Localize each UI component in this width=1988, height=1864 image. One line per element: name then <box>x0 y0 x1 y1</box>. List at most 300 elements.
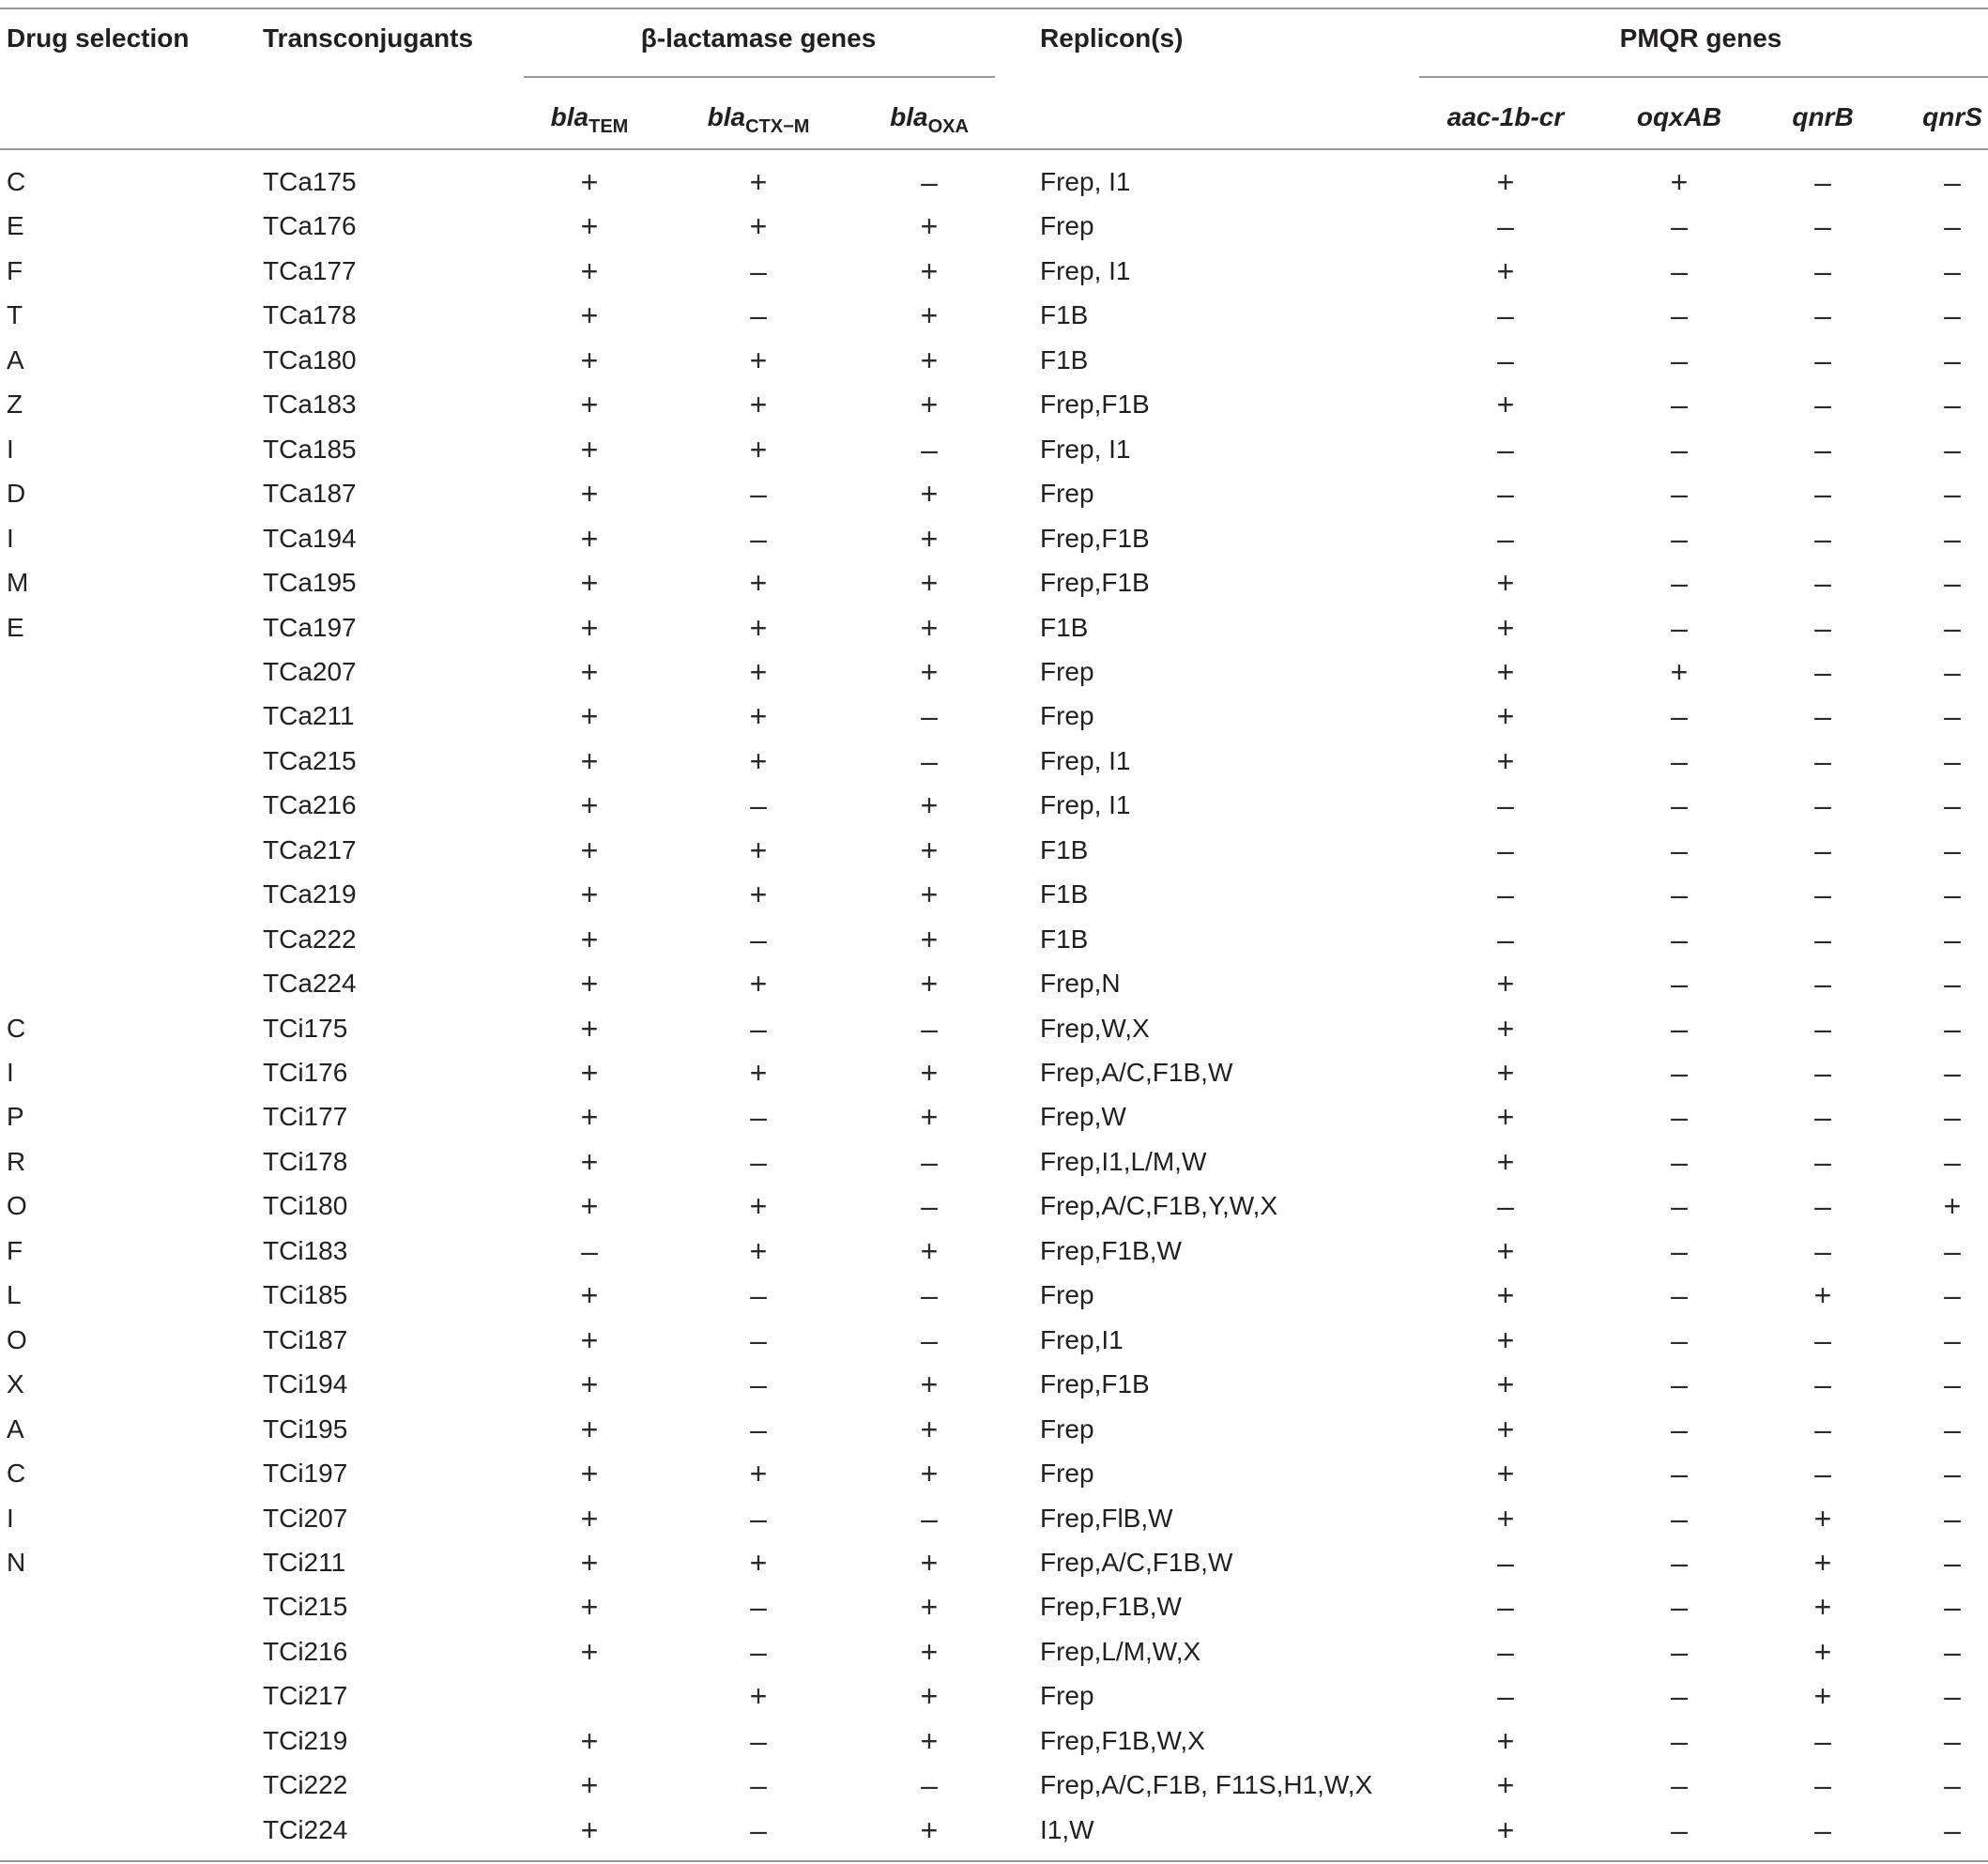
qnrs-cell: – <box>1944 165 1961 199</box>
bla-ctxm-cell: – <box>750 1501 767 1536</box>
aac-1b-cr-cell: + <box>1496 1322 1515 1357</box>
replicons-cell: Frep <box>1040 1413 1094 1444</box>
drug-selection-cell: M <box>7 568 29 598</box>
drug-selection-cell: E <box>7 211 24 241</box>
qnrb-cell: + <box>1813 1278 1832 1313</box>
qnrb-cell: – <box>1814 610 1831 645</box>
qnrb-cell: – <box>1814 1144 1831 1179</box>
drug-selection-cell: C <box>7 1013 26 1043</box>
bla-tem-cell: + <box>580 432 599 466</box>
oqxab-cell: – <box>1671 1144 1688 1179</box>
qnrs-cell: – <box>1944 566 1961 601</box>
qnrb-cell: – <box>1814 1100 1831 1135</box>
transconjugant-cell: TCi207 <box>263 1503 348 1533</box>
transconjugant-cell: TCa215 <box>263 745 357 775</box>
aac-1b-cr-cell: + <box>1496 1100 1515 1135</box>
bla-oxa-cell: + <box>920 788 939 823</box>
bla-ctxm-cell: + <box>749 743 768 778</box>
qnrs-cell: – <box>1944 1100 1961 1135</box>
oqxab-cell: + <box>1670 654 1689 689</box>
drug-selection-cell: I <box>7 1058 14 1087</box>
qnrb-cell: – <box>1814 788 1831 823</box>
bla-ctxm-cell: + <box>749 209 768 244</box>
bla-oxa-cell: + <box>920 1100 939 1135</box>
oqxab-cell: – <box>1671 1679 1688 1714</box>
header-replicons: Replicon(s) <box>1040 23 1184 53</box>
transconjugant-cell: TCa185 <box>263 434 357 464</box>
drug-selection-cell: I <box>7 434 14 464</box>
header-drug-selection: Drug selection <box>7 23 190 53</box>
drug-selection-cell: R <box>7 1146 26 1176</box>
qnrb-cell: + <box>1813 1545 1832 1580</box>
bla-tem-cell: + <box>580 922 599 956</box>
replicons-cell: Frep, I1 <box>1040 745 1131 775</box>
qnrb-cell: – <box>1814 165 1831 199</box>
subheader-qnrb: qnrB <box>1792 102 1854 131</box>
aac-1b-cr-cell: + <box>1496 1011 1515 1046</box>
header-bottom-rule <box>0 148 1988 150</box>
aac-1b-cr-cell: + <box>1496 388 1515 422</box>
aac-1b-cr-cell: + <box>1496 967 1515 1001</box>
bla-tem-cell: + <box>580 743 599 778</box>
transconjugant-cell: TCi219 <box>263 1725 348 1755</box>
oqxab-cell: – <box>1671 1768 1688 1803</box>
bla-tem-cell: + <box>580 1189 599 1224</box>
qnrb-cell: – <box>1814 521 1831 556</box>
replicons-cell: Frep, I1 <box>1040 167 1131 196</box>
qnrs-cell: – <box>1944 253 1961 288</box>
oqxab-cell: – <box>1671 209 1688 244</box>
transconjugant-cell: TCi185 <box>263 1280 348 1310</box>
transconjugant-cell: TCi216 <box>263 1636 348 1666</box>
qnrs-cell: – <box>1944 743 1961 778</box>
bla-oxa-cell: + <box>920 1545 939 1580</box>
header-pmqr-genes: PMQR genes <box>1619 23 1782 53</box>
transconjugant-cell: TCi195 <box>263 1413 348 1444</box>
bla-oxa-cell: + <box>920 388 939 422</box>
bla-ctxm-cell: – <box>750 1322 767 1357</box>
replicons-cell: Frep <box>1040 1681 1094 1711</box>
aac-1b-cr-cell: – <box>1497 922 1514 956</box>
qnrs-cell: – <box>1944 1634 1961 1669</box>
transconjugant-cell: TCa177 <box>263 255 357 285</box>
qnrb-cell: – <box>1814 1367 1831 1402</box>
oqxab-cell: – <box>1671 1545 1688 1580</box>
qnrs-cell: – <box>1944 878 1961 912</box>
aac-1b-cr-cell: + <box>1496 1723 1515 1758</box>
bla-oxa-cell: + <box>920 1812 939 1847</box>
oqxab-cell: – <box>1671 1634 1688 1669</box>
aac-1b-cr-cell: + <box>1496 1412 1515 1446</box>
aac-1b-cr-cell: – <box>1497 1545 1514 1580</box>
transconjugant-cell: TCa216 <box>263 790 357 820</box>
bla-tem-cell: – <box>581 1233 598 1268</box>
bla-ctxm-cell: – <box>750 1278 767 1313</box>
transconjugant-cell: TCi211 <box>263 1547 346 1577</box>
transconjugant-cell: TCa183 <box>263 390 357 420</box>
replicons-cell: Frep,A/C,F1B,W <box>1040 1058 1233 1087</box>
bla-tem-cell: + <box>580 209 599 244</box>
drug-selection-cell: P <box>7 1102 24 1132</box>
bla-ctxm-cell: – <box>750 1367 767 1402</box>
aac-1b-cr-cell: + <box>1496 610 1515 645</box>
transconjugant-cell: TCa175 <box>263 167 357 196</box>
bla-oxa-cell: – <box>921 1322 938 1357</box>
transconjugant-cell: TCi187 <box>263 1324 348 1354</box>
replicons-cell: Frep,I1,L/M,W <box>1040 1146 1207 1176</box>
qnrs-cell: – <box>1944 967 1961 1001</box>
qnrb-cell: – <box>1814 878 1831 912</box>
bla-tem-cell: + <box>580 967 599 1001</box>
transconjugant-cell: TCa195 <box>263 568 357 598</box>
aac-1b-cr-cell: – <box>1497 1679 1514 1714</box>
oqxab-cell: – <box>1671 1723 1688 1758</box>
qnrs-cell: – <box>1944 1011 1961 1046</box>
transconjugant-cell: TCa222 <box>263 924 357 954</box>
qnrb-cell: – <box>1814 1723 1831 1758</box>
drug-selection-cell: O <box>7 1191 27 1221</box>
bla-ctxm-cell: + <box>749 833 768 867</box>
qnrs-cell: – <box>1944 922 1961 956</box>
qnrb-cell: + <box>1813 1679 1832 1714</box>
bla-tem-cell: + <box>580 298 599 333</box>
transconjugant-cell: TCa187 <box>263 479 357 509</box>
qnrs-cell: – <box>1944 1412 1961 1446</box>
bla-ctxm-cell: – <box>750 477 767 512</box>
qnrs-cell: – <box>1944 1812 1961 1847</box>
bla-oxa-cell: – <box>921 1189 938 1224</box>
drug-selection-cell: X <box>7 1369 24 1399</box>
qnrb-cell: – <box>1814 743 1831 778</box>
bla-ctxm-cell: – <box>750 1412 767 1446</box>
qnrb-cell: + <box>1813 1634 1832 1669</box>
qnrb-cell: – <box>1814 699 1831 734</box>
oqxab-cell: – <box>1671 388 1688 422</box>
drug-selection-cell: A <box>7 1413 24 1444</box>
bla-tem-cell: + <box>580 1590 599 1625</box>
bla-ctxm-cell: + <box>749 654 768 689</box>
replicons-cell: Frep <box>1040 656 1094 686</box>
oqxab-cell: – <box>1671 298 1688 333</box>
qnrs-cell: – <box>1944 788 1961 823</box>
oqxab-cell: – <box>1671 1233 1688 1268</box>
oqxab-cell: – <box>1671 477 1688 512</box>
bla-oxa-cell: – <box>921 432 938 466</box>
bla-oxa-cell: + <box>920 610 939 645</box>
bla-oxa-cell: + <box>920 922 939 956</box>
aac-1b-cr-cell: + <box>1496 1056 1515 1090</box>
aac-1b-cr-cell: – <box>1497 1189 1514 1224</box>
bla-oxa-cell: + <box>920 1457 939 1491</box>
aac-1b-cr-cell: – <box>1497 477 1514 512</box>
transconjugant-cell: TCi215 <box>263 1592 348 1622</box>
bla-ctxm-cell: – <box>750 788 767 823</box>
bla-ctxm-cell: + <box>749 432 768 466</box>
bla-oxa-cell: + <box>920 343 939 377</box>
bla-oxa-cell: + <box>920 298 939 333</box>
aac-1b-cr-cell: + <box>1496 1812 1515 1847</box>
qnrs-cell: – <box>1944 477 1961 512</box>
table-bottom-rule <box>0 1860 1988 1862</box>
transconjugant-cell: TCa180 <box>263 344 357 374</box>
bla-ctxm-cell: + <box>749 1189 768 1224</box>
bla-ctxm-cell: – <box>750 1100 767 1135</box>
bla-oxa-cell: + <box>920 1723 939 1758</box>
bla-ctxm-cell: – <box>750 1768 767 1803</box>
oqxab-cell: – <box>1671 610 1688 645</box>
oqxab-cell: + <box>1670 165 1689 199</box>
replicons-cell: Frep,FlB,W <box>1040 1503 1173 1533</box>
bla-tem-cell: + <box>580 388 599 422</box>
transconjugant-cell: TCi177 <box>263 1102 348 1132</box>
replicons-cell: Frep, I1 <box>1040 790 1131 820</box>
aac-1b-cr-cell: + <box>1496 699 1515 734</box>
qnrs-cell: – <box>1944 1144 1961 1179</box>
qnrs-cell: – <box>1944 1590 1961 1625</box>
replicons-cell: F1B <box>1040 344 1089 374</box>
drug-selection-cell: N <box>7 1547 26 1577</box>
drug-selection-cell: A <box>7 344 24 374</box>
replicons-cell: Frep,F1B <box>1040 523 1150 553</box>
qnrs-cell: – <box>1944 388 1961 422</box>
transconjugant-cell: TCa224 <box>263 969 357 999</box>
qnrs-cell: – <box>1944 1501 1961 1536</box>
qnrs-cell: + <box>1943 1189 1962 1224</box>
header-beta-lactamase-genes: β-lactamase genes <box>640 23 877 53</box>
bla-tem-cell: + <box>580 1367 599 1402</box>
bla-oxa-cell: – <box>921 699 938 734</box>
bla-tem-cell: + <box>580 1812 599 1847</box>
bla-tem-cell: + <box>580 1457 599 1491</box>
bla-oxa-cell: + <box>920 878 939 912</box>
bla-tem-cell: + <box>580 878 599 912</box>
bla-oxa-cell: – <box>921 1011 938 1046</box>
oqxab-cell: – <box>1671 1100 1688 1135</box>
oqxab-cell: – <box>1671 878 1688 912</box>
bla-tem-cell: + <box>580 1100 599 1135</box>
oqxab-cell: – <box>1671 1278 1688 1313</box>
oqxab-cell: – <box>1671 833 1688 867</box>
bla-oxa-cell: + <box>920 1412 939 1446</box>
bla-oxa-cell: – <box>921 1144 938 1179</box>
oqxab-cell: – <box>1671 1412 1688 1446</box>
qnrb-cell: – <box>1814 298 1831 333</box>
aac-1b-cr-cell: – <box>1497 833 1514 867</box>
oqxab-cell: – <box>1671 566 1688 601</box>
qnrs-cell: – <box>1944 833 1961 867</box>
replicons-cell: F1B <box>1040 834 1089 864</box>
subheader-bla-tem: bla$_{TEM}$ <box>550 102 629 137</box>
qnrb-cell: – <box>1814 654 1831 689</box>
qnrb-cell: – <box>1814 1412 1831 1446</box>
qnrb-cell: – <box>1814 1233 1831 1268</box>
header-transconjugants: Transconjugants <box>263 23 474 53</box>
qnrs-cell: – <box>1944 1056 1961 1090</box>
bla-oxa-cell: + <box>920 1590 939 1625</box>
bla-ctxm-cell: – <box>750 1812 767 1847</box>
bla-ctxm-cell: – <box>750 521 767 556</box>
transconjugant-cell: TCi183 <box>263 1235 348 1265</box>
bla-oxa-cell: + <box>920 521 939 556</box>
transconjugant-cell: TCi194 <box>263 1369 348 1399</box>
subheader-bla-ctxm: bla$_{CTX-M}$ <box>707 102 810 137</box>
bla-oxa-cell: – <box>921 1768 938 1803</box>
qnrs-cell: – <box>1944 1233 1961 1268</box>
qnrb-cell: – <box>1814 833 1831 867</box>
qnrs-cell: – <box>1944 343 1961 377</box>
qnrs-cell: – <box>1944 1723 1961 1758</box>
bla-tem-cell: + <box>580 1412 599 1446</box>
bla-ctxm-cell: + <box>749 1457 768 1491</box>
oqxab-cell: – <box>1671 1812 1688 1847</box>
bla-ctxm-cell: + <box>749 388 768 422</box>
replicons-cell: Frep <box>1040 1459 1094 1489</box>
bla-oxa-cell: + <box>920 833 939 867</box>
qnrs-cell: – <box>1944 699 1961 734</box>
aac-1b-cr-cell: + <box>1496 566 1515 601</box>
subheader-bla-oxa: bla$_{OXA}$ <box>890 102 969 137</box>
drug-selection-cell: C <box>7 1459 26 1489</box>
bla-ctxm-cell: – <box>750 1011 767 1046</box>
qnrb-cell: – <box>1814 388 1831 422</box>
bla-ctxm-cell: – <box>750 1723 767 1758</box>
bla-ctxm-cell: + <box>749 699 768 734</box>
qnrb-cell: + <box>1813 1501 1832 1536</box>
qnrb-cell: – <box>1814 343 1831 377</box>
replicons-cell: F1B <box>1040 879 1089 909</box>
aac-1b-cr-cell: + <box>1496 1144 1515 1179</box>
oqxab-cell: – <box>1671 1189 1688 1224</box>
transconjugant-cell: TCi180 <box>263 1191 348 1221</box>
aac-1b-cr-cell: – <box>1497 1590 1514 1625</box>
replicons-cell: Frep, I1 <box>1040 434 1131 464</box>
replicons-cell: F1B <box>1040 924 1089 954</box>
table-top-rule <box>0 8 1988 9</box>
bla-tem-cell: + <box>580 788 599 823</box>
replicons-cell: Frep,F1B,W <box>1040 1592 1182 1622</box>
bla-ctxm-cell: + <box>749 1233 768 1268</box>
aac-1b-cr-cell: + <box>1496 1501 1515 1536</box>
bla-tem-cell: + <box>580 1723 599 1758</box>
oqxab-cell: – <box>1671 521 1688 556</box>
qnrb-cell: – <box>1814 1457 1831 1491</box>
aac-1b-cr-cell: – <box>1497 432 1514 466</box>
oqxab-cell: – <box>1671 788 1688 823</box>
aac-1b-cr-cell: + <box>1496 253 1515 288</box>
drug-selection-cell: T <box>7 300 23 330</box>
drug-selection-cell: F <box>7 255 23 285</box>
bla-ctxm-cell: – <box>750 922 767 956</box>
oqxab-cell: – <box>1671 743 1688 778</box>
replicons-cell: F1B <box>1040 612 1089 642</box>
aac-1b-cr-cell: + <box>1496 1233 1515 1268</box>
aac-1b-cr-cell: + <box>1496 1457 1515 1491</box>
drug-selection-cell: I <box>7 523 14 553</box>
bla-tem-cell: + <box>580 1056 599 1090</box>
bla-ctxm-cell: + <box>749 566 768 601</box>
bla-tem-cell: + <box>580 833 599 867</box>
replicons-cell: Frep <box>1040 211 1094 241</box>
bla-tem-cell: + <box>580 1144 599 1179</box>
oqxab-cell: – <box>1671 1011 1688 1046</box>
oqxab-cell: – <box>1671 967 1688 1001</box>
qnrb-cell: + <box>1813 1590 1832 1625</box>
aac-1b-cr-cell: – <box>1497 298 1514 333</box>
aac-1b-cr-cell: + <box>1496 654 1515 689</box>
transconjugant-cell: TCi178 <box>263 1146 348 1176</box>
aac-1b-cr-cell: – <box>1497 788 1514 823</box>
oqxab-cell: – <box>1671 1501 1688 1536</box>
pmqr-group-rule <box>1419 76 1988 78</box>
oqxab-cell: – <box>1671 699 1688 734</box>
qnrb-cell: – <box>1814 477 1831 512</box>
qnrs-cell: – <box>1944 1278 1961 1313</box>
replicons-cell: Frep,F1B <box>1040 568 1150 598</box>
bla-ctxm-cell: + <box>749 967 768 1001</box>
bla-oxa-cell: + <box>920 566 939 601</box>
transconjugant-cell: TCa217 <box>263 834 357 864</box>
aac-1b-cr-cell: + <box>1496 1367 1515 1402</box>
transconjugant-cell: TCa178 <box>263 300 357 330</box>
bla-oxa-cell: + <box>920 1056 939 1090</box>
bla-oxa-cell: – <box>921 743 938 778</box>
bla-tem-cell: + <box>580 521 599 556</box>
bla-tem-cell: + <box>580 1634 599 1669</box>
aac-1b-cr-cell: – <box>1497 878 1514 912</box>
aac-1b-cr-cell: – <box>1497 209 1514 244</box>
bla-tem-cell: + <box>580 1011 599 1046</box>
transconjugant-cell: TCa207 <box>263 656 357 686</box>
replicons-cell: I1,W <box>1040 1814 1094 1844</box>
qnrb-cell: – <box>1814 922 1831 956</box>
replicons-cell: Frep,N <box>1040 969 1121 999</box>
replicons-cell: Frep,F1B,W,X <box>1040 1725 1205 1755</box>
aac-1b-cr-cell: – <box>1497 1634 1514 1669</box>
qnrb-cell: – <box>1814 1812 1831 1847</box>
oqxab-cell: – <box>1671 343 1688 377</box>
bla-oxa-cell: + <box>920 209 939 244</box>
qnrb-cell: – <box>1814 566 1831 601</box>
bla-ctxm-cell: + <box>749 343 768 377</box>
beta-lactamase-group-rule <box>524 76 995 78</box>
bla-tem-cell: + <box>580 699 599 734</box>
bla-oxa-cell: + <box>920 1367 939 1402</box>
bla-oxa-cell: + <box>920 253 939 288</box>
aac-1b-cr-cell: + <box>1496 743 1515 778</box>
bla-ctxm-cell: + <box>749 878 768 912</box>
oqxab-cell: – <box>1671 1590 1688 1625</box>
bla-oxa-cell: + <box>920 967 939 1001</box>
qnrs-cell: – <box>1944 610 1961 645</box>
qnrb-cell: – <box>1814 432 1831 466</box>
oqxab-cell: – <box>1671 432 1688 466</box>
qnrs-cell: – <box>1944 1367 1961 1402</box>
aac-1b-cr-cell: + <box>1496 165 1515 199</box>
drug-selection-cell: L <box>7 1280 22 1310</box>
aac-1b-cr-cell: – <box>1497 521 1514 556</box>
bla-ctxm-cell: + <box>749 1056 768 1090</box>
bla-tem-cell: + <box>580 165 599 199</box>
oqxab-cell: – <box>1671 253 1688 288</box>
qnrb-cell: – <box>1814 1056 1831 1090</box>
transconjugant-cell: TCa194 <box>263 523 357 553</box>
bla-oxa-cell: + <box>920 1634 939 1669</box>
transconjugant-cell: TCi176 <box>263 1058 348 1087</box>
qnrs-cell: – <box>1944 209 1961 244</box>
bla-tem-cell: + <box>580 477 599 512</box>
replicons-cell: Frep,F1B <box>1040 390 1150 420</box>
qnrb-cell: – <box>1814 209 1831 244</box>
